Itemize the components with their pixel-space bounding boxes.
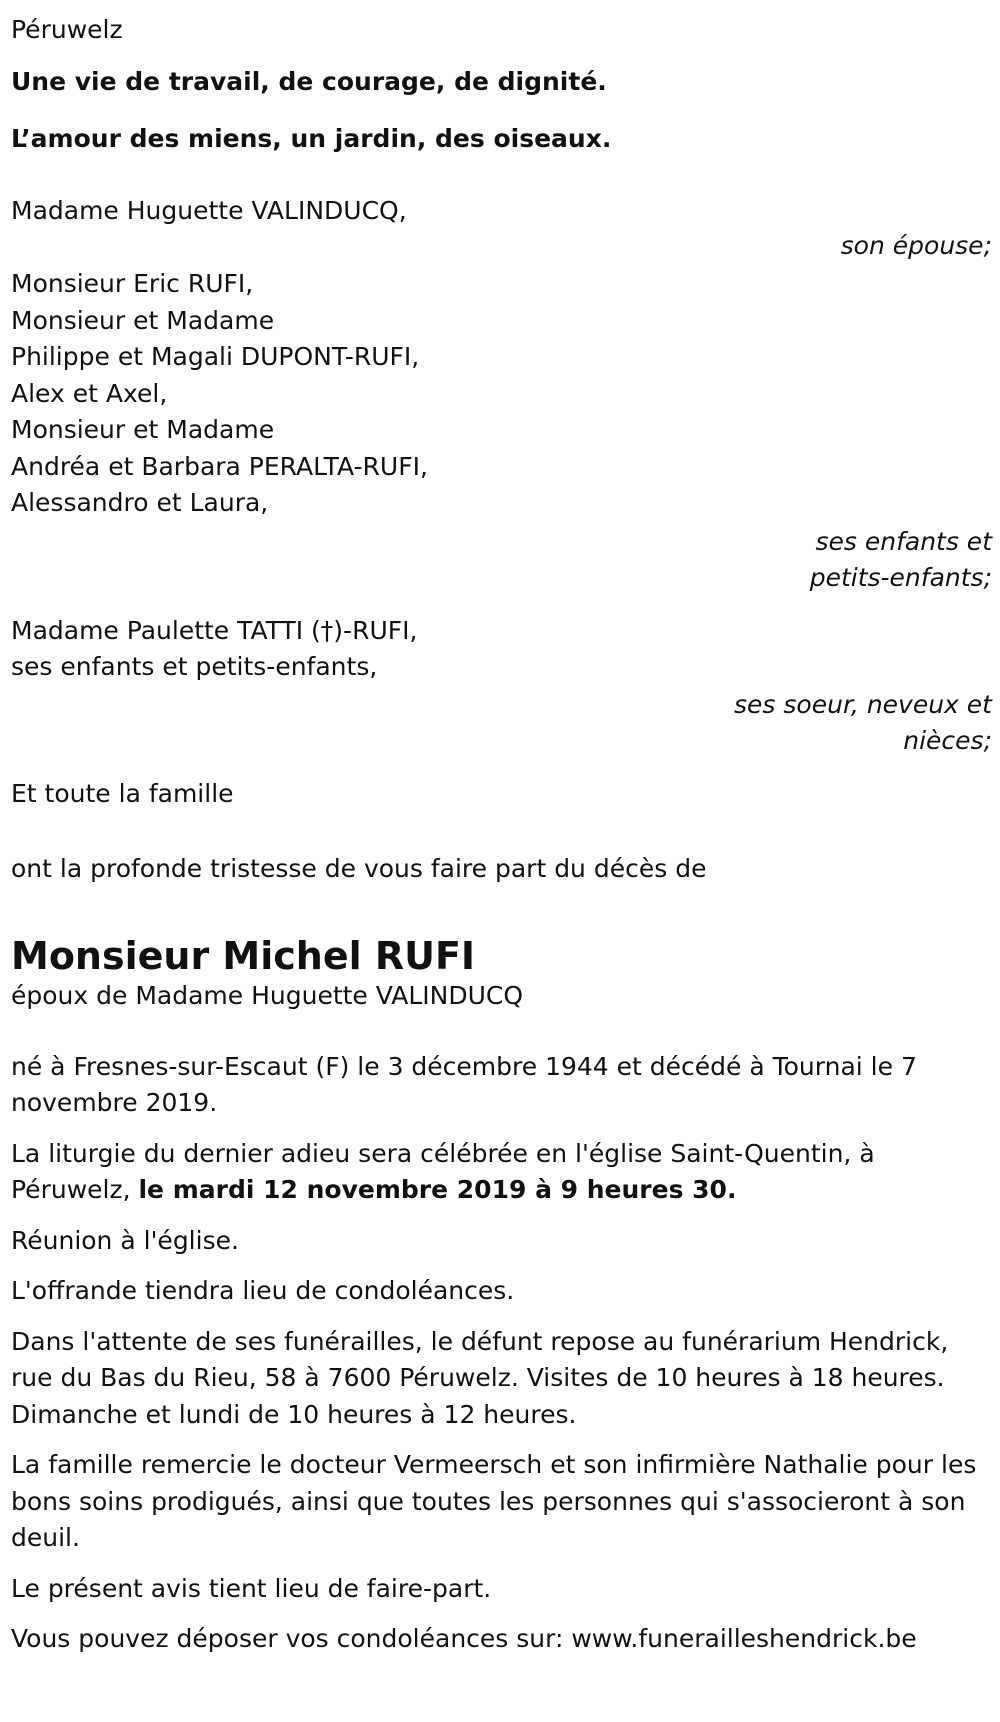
whole-family: Et toute la famille xyxy=(11,778,234,808)
details-section xyxy=(11,1049,992,1658)
children-relation-line-2: petits-enfants; xyxy=(809,563,992,592)
meeting-paragraph: Réunion à l'église. xyxy=(11,1225,239,1255)
notice-paragraph: Le présent avis tient lieu de faire-part. xyxy=(11,1573,492,1603)
children-line: Philippe et Magali DUPONT-RUFI, xyxy=(11,342,420,371)
sister-line: Madame Paulette TATTI (†)-RUFI, xyxy=(11,615,418,645)
rest-paragraph: Dans l'attente de ses funérailles, le défunt repose au funérarium Hendrick, rue du Bas du Rieu, 58 à 7600 Péruwelz. Visites de 10 heures à 18 heures. Dimanche et lundi de 10 heures à 12 heures. xyxy=(11,1326,949,1429)
family-spouse xyxy=(11,191,992,266)
sister-relation-line-2: nièces; xyxy=(903,726,992,755)
sister-line: ses enfants et petits-enfants, xyxy=(11,652,378,681)
liturgy-paragraph xyxy=(11,1136,986,1209)
children-relation-line-1: ses enfants et xyxy=(815,526,992,556)
announcement-text: ont la profonde tristesse de vous faire part du décès de xyxy=(11,853,707,883)
motto-line-2: L’amour des miens, un jardin, des oiseaux. xyxy=(11,124,612,153)
children-line: Alex et Axel, xyxy=(11,378,168,408)
deceased-name: Monsieur Michel RUFI xyxy=(11,933,476,978)
family-children xyxy=(11,266,992,597)
offering-paragraph: L'offrande tiendra lieu de condoléances. xyxy=(11,1276,515,1305)
children-line: Andréa et Barbara PERALTA-RUFI, xyxy=(11,451,428,481)
spouse-name: Madame Huguette VALINDUCQ, xyxy=(11,196,407,225)
deceased-spouse-of: époux de Madame Huguette VALINDUCQ xyxy=(11,980,524,1010)
thanks-paragraph: La famille remercie le docteur Vermeersch et son infirmière Nathalie pour les bons soins prodigués, ainsi que toutes les personnes qui s'associeront à son deuil. xyxy=(11,1450,977,1552)
children-line: Alessandro et Laura, xyxy=(11,488,269,517)
sister-relation-line-1: ses soeur, neveux et xyxy=(734,689,992,719)
city-name: Péruwelz xyxy=(11,15,123,44)
children-line: Monsieur Eric RUFI, xyxy=(11,269,254,298)
motto-line-1: Une vie de travail, de courage, de dignité. xyxy=(11,67,607,96)
obituary-column xyxy=(11,10,992,1658)
birth-death-paragraph: né à Fresnes-sur-Escaut (F) le 3 décembre 1944 et décédé à Tournai le 7 novembre 2019. xyxy=(11,1051,917,1117)
liturgy-date: le mardi 12 novembre 2019 à 9 heures 30. xyxy=(138,1175,737,1204)
family-sister xyxy=(11,613,992,760)
children-line: Monsieur et Madame xyxy=(11,415,275,444)
spouse-relation: son épouse; xyxy=(840,231,992,260)
children-line: Monsieur et Madame xyxy=(11,305,275,335)
liturgy-text: La liturgie du dernier adieu sera célébrée en l'église Saint-Quentin, à Péruwelz, xyxy=(11,1138,875,1204)
condolences-paragraph[interactable]: Vous pouvez déposer vos condoléances sur: www.funerailleshendrick.be xyxy=(11,1624,917,1653)
